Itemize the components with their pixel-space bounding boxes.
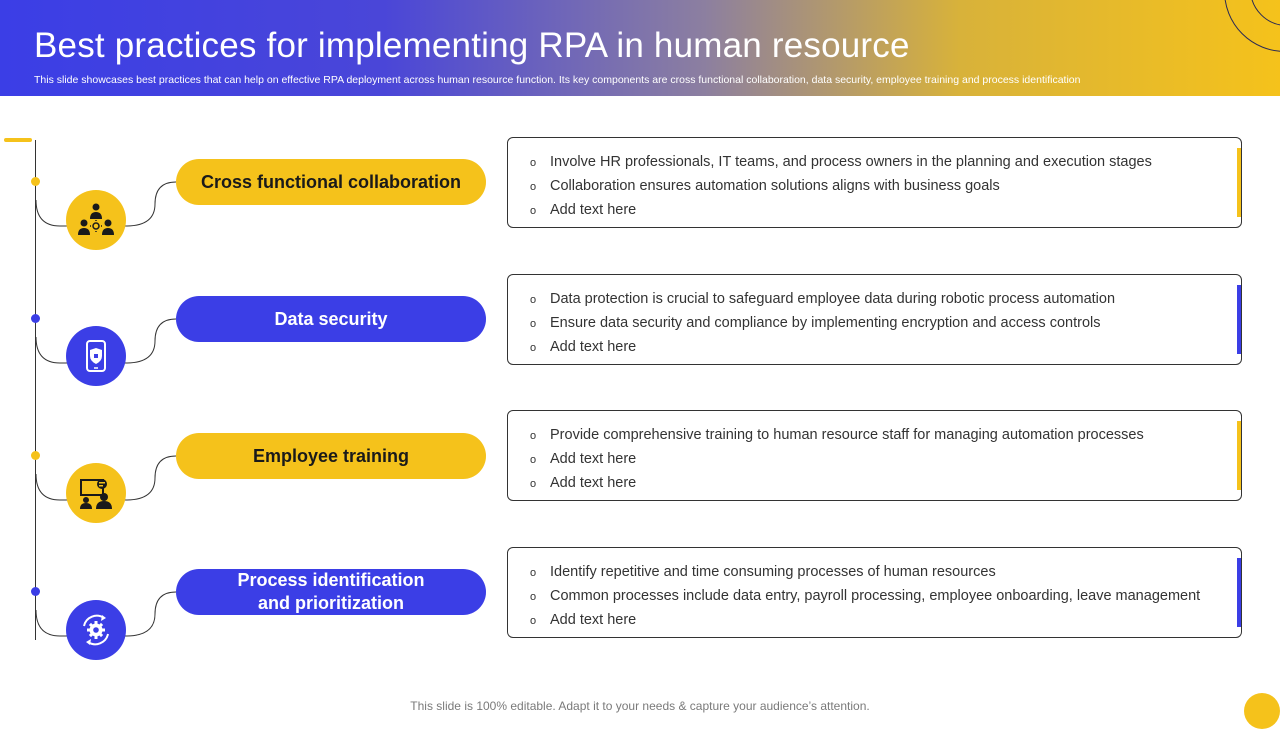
bullet-list [530,288,1115,360]
bullet-text: Involve HR professionals, IT teams, and process owners in the planning and execution stages [550,154,1152,170]
header-banner [0,0,1280,96]
bullet-glyph: o [530,294,537,306]
bullet-list [530,424,1144,496]
item-card-data-security [507,274,1242,365]
list-item [530,312,1115,336]
bullet-glyph: o [530,342,537,354]
presentation-training-icon [66,463,126,523]
list-item [530,585,1200,609]
timeline-rail [35,140,36,640]
bullet-glyph: o [530,567,537,579]
footer-note: This slide is 100% editable. Adapt it to your needs & capture your audience’s attention. [410,699,870,713]
item-label-text [237,569,424,615]
bullet-text: Add text here [550,451,637,467]
timeline-dot-4 [31,587,40,596]
timeline-dot-2 [31,314,40,323]
timeline-dot-3 [31,451,40,460]
list-item [530,336,1115,360]
bullet-list [530,151,1152,223]
bullet-text: Identify repetitive and time consuming processes of human resources [550,564,996,580]
list-item [530,288,1115,312]
bullet-text: Add text here [550,202,637,218]
bullet-glyph: o [530,478,537,490]
bullet-text: Data protection is crucial to safeguard employee data during robotic process automation [550,291,1116,307]
card-accent-bar [1237,148,1241,217]
item-card-employee-training [507,410,1242,501]
decorative-corner-circle [1244,693,1280,729]
list-item [530,448,1144,472]
card-accent-bar [1237,421,1241,490]
item-label-line-1: Process identification [237,570,425,590]
page-title: Best practices for implementing RPA in human resource [34,26,910,65]
list-item [530,609,1200,633]
card-accent-bar [1237,558,1241,627]
item-label-process-identification [176,569,486,615]
item-label-cross-functional-collaboration [176,159,486,205]
list-item [530,561,1200,585]
item-label-text: Data security [274,308,388,329]
bullet-text: Ensure data security and compliance by implementing encryption and access controls [550,315,1101,331]
team-collaboration-icon [66,190,126,250]
item-label-employee-training [176,433,486,479]
bullet-glyph: o [530,318,537,330]
bullet-glyph: o [530,454,537,466]
bullet-glyph: o [530,157,537,169]
item-label-text: Cross functional collaboration [200,171,462,192]
item-label-text: Employee training [252,445,410,466]
bullet-glyph: o [530,615,537,627]
bullet-text: Add text here [550,339,637,355]
item-card-process-identification [507,547,1242,638]
bullet-glyph: o [530,591,537,603]
gear-cycle-icon [66,600,126,660]
card-accent-bar [1237,285,1241,354]
list-item [530,199,1152,223]
list-item [530,175,1152,199]
item-label-line-2: and prioritization [258,593,404,613]
list-item [530,472,1144,496]
list-item [530,151,1152,175]
bullet-glyph: o [530,205,537,217]
item-card-cross-functional-collaboration [507,137,1242,228]
item-label-data-security [176,296,486,342]
bullet-text: Add text here [550,612,637,628]
timeline-dot-1 [31,177,40,186]
phone-security-lock-icon [66,326,126,386]
bullet-glyph: o [530,181,537,193]
list-item [530,424,1144,448]
bullet-text: Common processes include data entry, payroll processing, employee onboarding, leave management [550,588,1201,604]
page-subtitle: This slide showcases best practices that can help on effective RPA deployment across human resource function. Its key components are cross functional collaboration, data security, employee training and process identification [34,74,1081,86]
bullet-list [530,561,1200,633]
bullet-text: Collaboration ensures automation solutions aligns with business goals [550,178,1000,194]
timeline-start-marker [4,138,32,142]
bullet-text: Add text here [550,475,637,491]
bullet-text: Provide comprehensive training to human resource staff for managing automation processes [550,427,1144,443]
bullet-glyph: o [530,430,537,442]
